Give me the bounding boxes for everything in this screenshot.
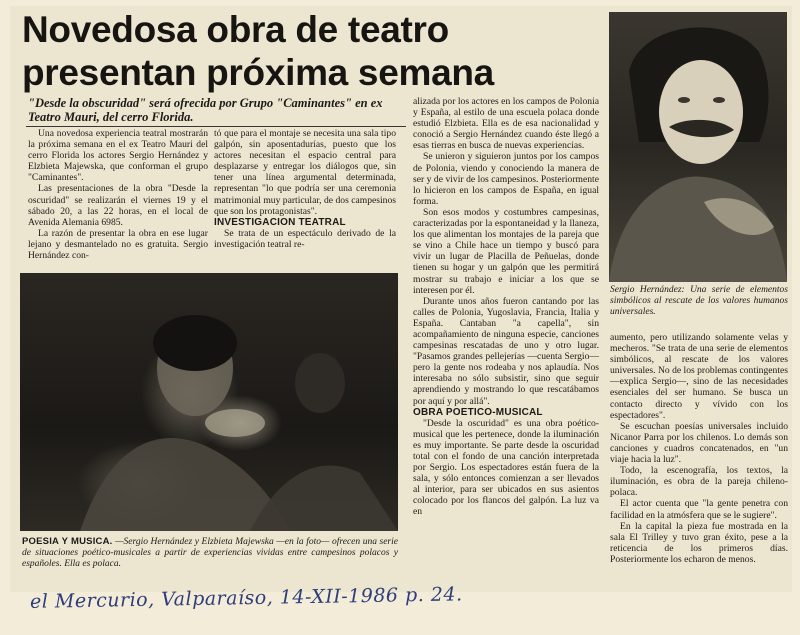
paragraph: En la capital la pieza fue mostrada en la sala El Trilley y tuvo gran éxito, pese a la reticencia de los primeros días. Posteriormente los echaron de menos. <box>610 520 788 565</box>
headline: Novedosa obra de teatro presentan próxima semana <box>22 9 494 93</box>
paragraph: "Desde la oscuridad" es una obra poético-musical que les pertenece, donde la iluminación es muy importante. Se parte desde la oscuridad total con el fondo de una canción interpretada por Sergio. Los espectadores están fuera de la sala, y sólo entonces comienzan a ser llevados al interior, para ser ubicados en sus asientos colocado por los flancos del galpón. La luz va en <box>413 417 599 518</box>
actors-photo-image <box>20 273 398 531</box>
paragraph: Se escuchan poesías universales incluido Nicanor Parra por los chilenos. Lo demás son canciones y cuadros concatenados, en "un viaje hacia la luz". <box>610 420 788 466</box>
paragraph: Durante unos años fueron cantando por las calles de Polonia, Yugoslavia, Francia, Italia y España. Cantaban "a capella", sin acompañamiento de ninguna especie, canciones campesinas rescatadas de uno y otro lugar. "Pasamos grandes pellejerías —cuenta Sergio— pero la gente nos rodeaba y nos aplaudía. Nos interesaba no sólo subsistir, sino que seguir aprendiendo y mostrando lo que rescatábamos por aquí y por allá". <box>413 295 599 407</box>
actors-photo <box>20 273 398 531</box>
paragraph: alizada por los actores en los campos de Polonia y España, al estilo de una escuela polaca donde estudió Elzbieta. Ella es de esa nacionalidad y conoció a Sergio Hernández cuando éste llegó a esas tierras en busca de nuevas experiencias. <box>413 96 599 152</box>
paragraph: Se unieron y siguieron juntos por los campos de Polonia, viendo y conociendo la manera de ser y de vivir de los campesinos. Posteriormente lo hicieron en los campos de España, en igual forma. <box>413 151 599 207</box>
paragraph: Las presentaciones de la obra "Desde la oscuridad" se realizarán el viernes 19 y el sábado 20, a las 22 horas, en el local de Avenida Alemania 6985. <box>28 183 208 228</box>
paragraph: La razón de presentar la obra en ese lugar lejano y desmantelado no es gratuita. Sergio Hernández con- <box>28 227 208 262</box>
deck: "Desde la obscuridad" será ofrecida por Grupo "Caminantes" en ex Teatro Mauri, del cerro Florida. <box>28 96 383 124</box>
paragraph: Una novedosa experiencia teatral mostrarán la próxima semana en el ex Teatro Mauri del cerro Florida los actores Sergio Hernández y Elzbieta Majewska, que conforman el grupo "Caminantes". <box>28 128 208 184</box>
paragraph: El actor cuenta que "la gente penetra con facilidad en la atmósfera que se le sugiere". <box>610 498 788 521</box>
portrait-photo-image <box>609 12 787 282</box>
subhead-investigacion: INVESTIGACION TEATRAL <box>214 216 346 228</box>
article-column-1 <box>28 128 208 261</box>
subhead-obra: OBRA POETICO-MUSICAL <box>413 406 543 418</box>
paragraph: aumento, pero utilizando solamente velas y mecheros. "Se trata de una serie de elementos simbólicos, al rescate de los valores universales. No de los problemas contingentes —explica Sergio—, sino de las necesidades esenciales del ser humano. Se busca un contacto directo y vívido con los espectadores". <box>610 332 788 421</box>
handwritten-source-note: el Mercurio, Valparaíso, 14-XII-1986 p. 24. <box>29 583 463 613</box>
paragraph: Son esos modos y costumbres campesinas, caracterizadas por la espontaneidad y la llaneza, los que alimentan los montajes de la pareja que se vino a Chile hace un tiempo y buscó para vivir un lugar de Placilla de Peñuelas, donde tienen su hogar y un galpón que les permitirá mostrar su trabajo e iniciar a los que se interesen por él. <box>413 206 599 296</box>
caption-text: —Sergio Hernández y Elzbieta Majewska —en la foto— ofrecen una serie de situaciones poético-musicales a partir de experiencias vividas entre campesinos polacos y españoles. Ella es polaca. <box>22 537 398 569</box>
article-column-3 <box>413 96 599 518</box>
paragraph: Todo, la escenografía, los textos, la iluminación, es obra de la pareja chileno-polaca. <box>610 465 788 499</box>
photo-caption-1 <box>22 536 398 570</box>
paragraph: tó que para el montaje se necesita una sala tipo galpón, sin aposentadurías, puesto que los actores necesitan el espacio central para desplazarse y entregar los diálogos que, sin tener una línea argumental determinada, representan "lo que podría ser una ceremonia matrimonial muy particular, de dos campesinos que son los protagonistas". <box>214 128 396 217</box>
photo-caption-2: Sergio Hernández: Una serie de elementos simbólicos al rescate de los valores humanos universales. <box>610 285 788 317</box>
portrait-photo <box>609 12 787 282</box>
article-column-4 <box>610 332 788 565</box>
paragraph: Se trata de un espectáculo derivado de la investigación teatral re- <box>214 227 396 250</box>
divider <box>26 126 406 127</box>
article-column-2 <box>214 128 396 250</box>
caption-lead: POESIA Y MUSICA. <box>22 536 113 547</box>
